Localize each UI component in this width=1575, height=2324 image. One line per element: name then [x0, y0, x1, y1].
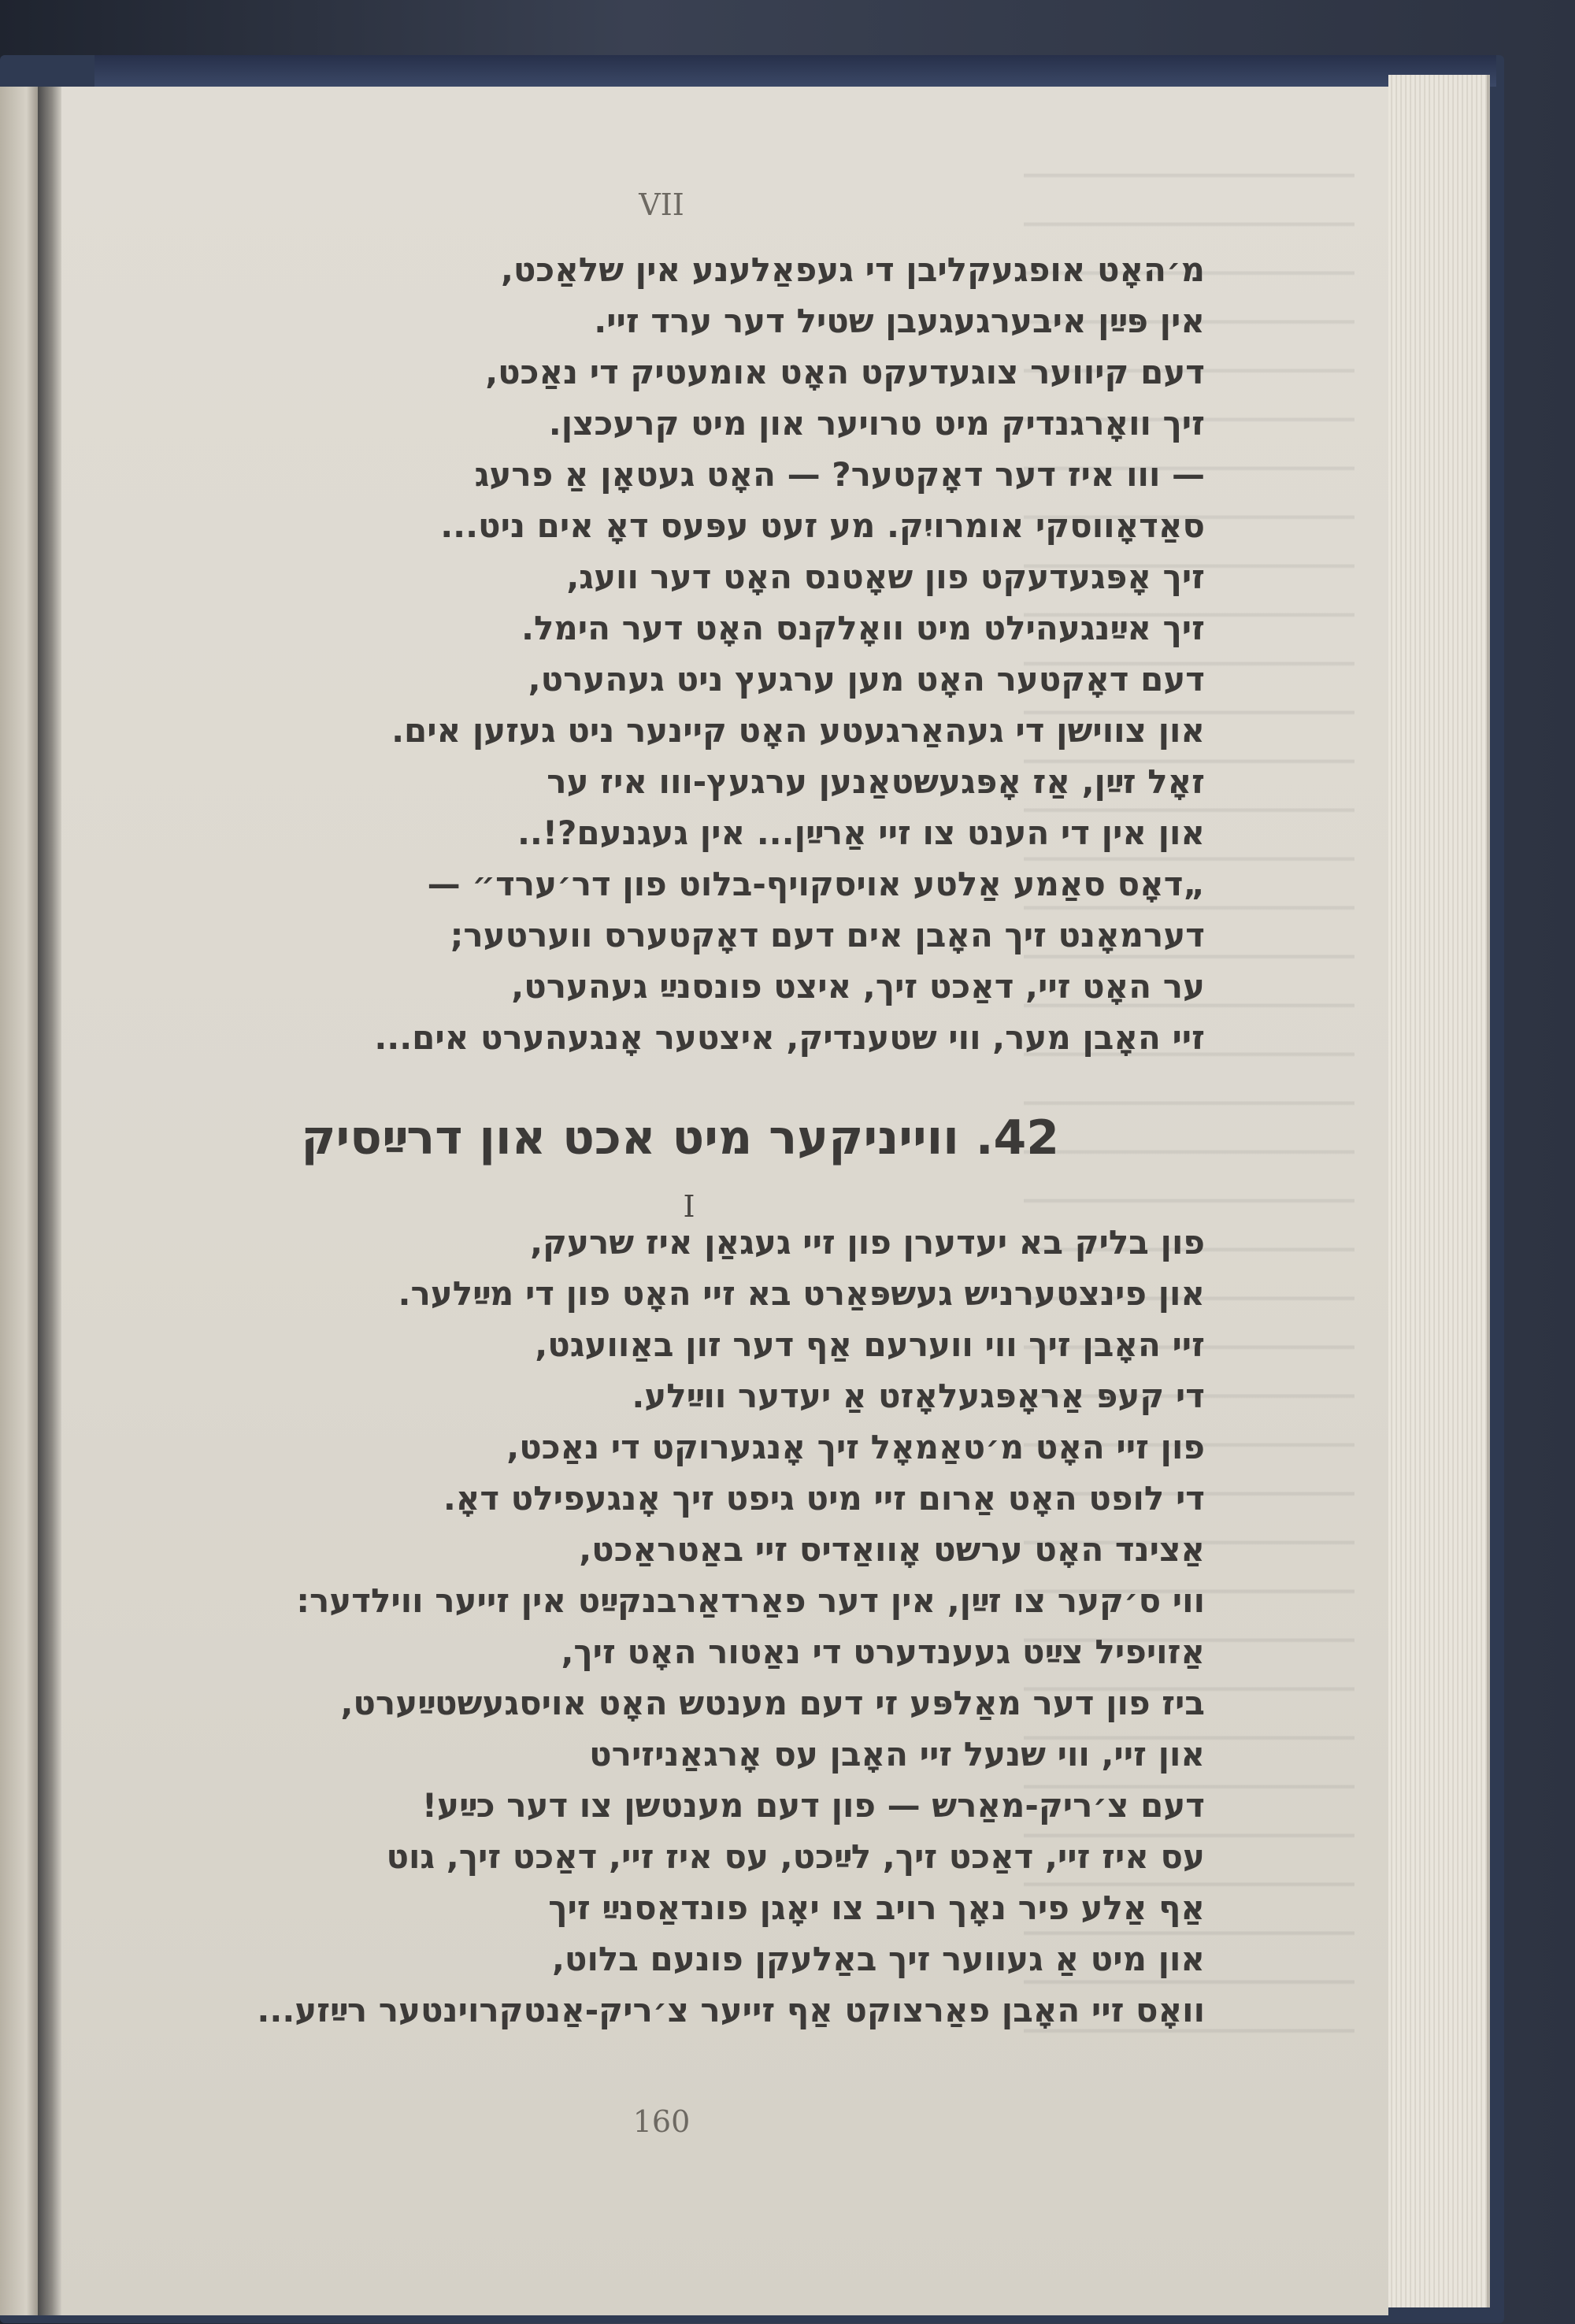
text-line: און פינצטערניש געשפּאַרט בא זיי האָט פון די מײַלער.	[398, 1274, 1205, 1313]
text-line: זאָל זײַן, אַז אָפּגעשטאַנען ערגעץ-ווו איז ער	[547, 762, 1205, 801]
text-line: אַזויפיל צײַט געענדערט די נאַטור האָט זיך,	[561, 1633, 1205, 1671]
text-line: אַצינד האָט ערשט אָוואַדיס זיי באַטראַכט,	[579, 1530, 1205, 1569]
text-line: דעם קיווער צוגעדעקט האָט אומעטיק די נאַכט,	[485, 353, 1205, 391]
text-line: „דאָס סאַמע אַלטע אויסקויף-בלוט פון דר׳ערד״ —	[427, 865, 1205, 903]
text-line: פון בליק בא יעדערן פון זיי געגאַן איז שרעק,	[530, 1223, 1205, 1262]
text-line: עס איז זיי, דאַכט זיך, לײַכט, עס איז זיי, דאַכט זיך, גוט	[386, 1837, 1205, 1876]
text-line: זיך וואָרגנדיק מיט טרויער און מיט קרעכצן.	[548, 404, 1205, 443]
text-line: מ׳האָט אופגעקליבן די געפאַלענע אין שלאַכט,	[500, 250, 1205, 289]
text-line: זיי האָבן זיך ווי ווערעם אַף דער זון באַוועגט,	[535, 1325, 1205, 1364]
text-line: — ווו איז דער דאָקטער? — האָט געטאָן אַ פרעג	[474, 455, 1205, 494]
text-line: די לופט האָט אַרום זיי מיט גיפט זיך אָנגעפילט דאָ.	[443, 1479, 1205, 1518]
section-heading: 42. ווייניקער מיט אכט און דרײַסיק	[301, 1110, 1059, 1166]
text-line: די קעפּ אַראָפּגעלאָזט אַ יעדער ווײַלע.	[632, 1377, 1205, 1415]
text-line: זיך אָפּגעדעקט פון שאָטנס האָט דער וועג,	[566, 558, 1205, 596]
text-line: ווי ס׳קער צו זײַן, אין דער פאַרדאַרבנקײַט אין זייער ווילדער:	[296, 1581, 1205, 1620]
text-line: און אין די הענט צו זיי אַרײַן... אין געגנעם?!..	[517, 814, 1205, 852]
page-number: 160	[632, 2104, 691, 2139]
book-spine-edge	[94, 55, 1496, 87]
text-line: וואָס זיי האָבן פאַרצוקט אַף זייער צ׳ריק-אַנטקרוינטער רײַזע...	[257, 1991, 1205, 2029]
text-line: אין פּײַן איבערגעגעבן שטיל דער ערד זיי.	[594, 302, 1205, 340]
text-line: ער האָט זיי, דאַכט זיך, איצט פונסנײַ געהערט,	[511, 967, 1205, 1006]
text-line: דעם צ׳ריק-מאַרש — פון דעם מענטשן צו דער כײַע!	[421, 1786, 1205, 1825]
text-line: אַף אַלע פיר נאָך רויב צו יאָגן פונדאַסנײַ זיך	[548, 1888, 1205, 1927]
text-line: זיי האָבן מער, ווי שטענדיק, איצטער אָנגעהערט אים...	[374, 1018, 1205, 1057]
text-line: און זיי, ווי שנעל זיי האָבן עס אָרגאַניזירט	[589, 1735, 1205, 1774]
text-line: סאַדאָווסקי אומרויִק. מע זעט עפּעס דאָ אים ניט...	[440, 506, 1205, 545]
subsection-numeral: I	[683, 1189, 695, 1224]
text-line: ביז פון דער מאַלפּע זי דעם מענטש האָט אויסגעשטײַערט,	[340, 1684, 1205, 1722]
text-line: פון זיי האָט מ׳טאַמאָל זיך אָנגערוקט די נאַכט,	[506, 1428, 1205, 1466]
text-line: און מיט אַ געווער זיך באַלעקן פונעם בלוט,	[551, 1940, 1205, 1978]
poem-upper-stanza	[374, 244, 1205, 1063]
text-line: דערמאָנט זיך האָבן אים דעם דאָקטערס ווערטער;	[450, 916, 1205, 954]
text-line: דעם דאָקטער האָט מען ערגעץ ניט געהערט,	[528, 660, 1205, 699]
poem-lower-stanza	[257, 1217, 1205, 2036]
text-line: און צווישן די געהאַרגעטע האָט קיינער ניט געזען אים.	[391, 711, 1205, 750]
text-line: זיך אײַנגעהילט מיט וואָלקנס האָט דער הימל.	[521, 609, 1205, 647]
section-roman-numeral: VII	[639, 187, 684, 222]
